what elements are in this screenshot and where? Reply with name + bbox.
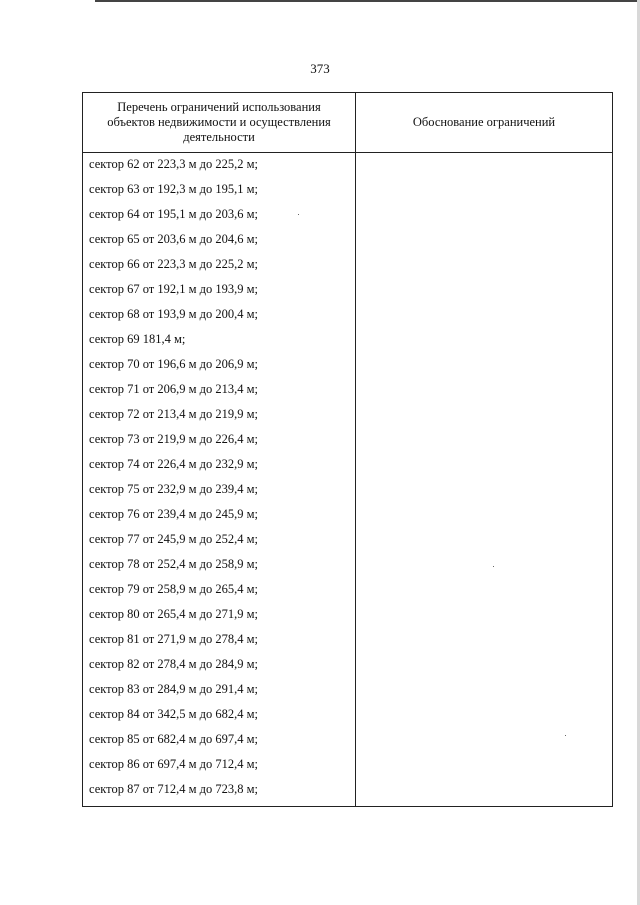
scan-speck bbox=[493, 566, 494, 567]
header-justification: Обоснование ограничений bbox=[412, 115, 556, 129]
table-row: сектор 65 от 203,6 м до 204,6 м; bbox=[89, 232, 259, 246]
table-row: сектор 70 от 196,6 м до 206,9 м; bbox=[89, 357, 259, 371]
table-row: сектор 85 от 682,4 м до 697,4 м; bbox=[89, 732, 259, 746]
table-row: сектор 84 от 342,5 м до 682,4 м; bbox=[89, 707, 259, 721]
restrictions-table bbox=[82, 92, 613, 807]
table-row: сектор 79 от 258,9 м до 265,4 м; bbox=[89, 582, 259, 596]
scan-speck bbox=[298, 214, 299, 215]
table-row: сектор 69 181,4 м; bbox=[89, 332, 186, 346]
table-row: сектор 67 от 192,1 м до 193,9 м; bbox=[89, 282, 259, 296]
header-line: деятельности bbox=[183, 130, 255, 144]
table-row: сектор 76 от 239,4 м до 245,9 м; bbox=[89, 507, 259, 521]
table-row: сектор 66 от 223,3 м до 225,2 м; bbox=[89, 257, 259, 271]
table-row: сектор 64 от 195,1 м до 203,6 м; bbox=[89, 207, 259, 221]
scan-speck bbox=[565, 735, 566, 736]
table-row: сектор 86 от 697,4 м до 712,4 м; bbox=[89, 757, 259, 771]
scan-edge-top bbox=[95, 0, 640, 2]
header-divider bbox=[83, 152, 612, 153]
sector-list bbox=[89, 157, 353, 807]
table-row: сектор 75 от 232,9 м до 239,4 м; bbox=[89, 482, 259, 496]
table-row: сектор 80 от 265,4 м до 271,9 м; bbox=[89, 607, 259, 621]
table-row: сектор 78 от 252,4 м до 258,9 м; bbox=[89, 557, 259, 571]
table-row: сектор 63 от 192,3 м до 195,1 м; bbox=[89, 182, 259, 196]
page-number: 373 bbox=[310, 61, 330, 76]
table-row: сектор 87 от 712,4 м до 723,8 м; bbox=[89, 782, 259, 796]
table-row: сектор 74 от 226,4 м до 232,9 м; bbox=[89, 457, 259, 471]
header-restrictions-list bbox=[83, 100, 355, 145]
table-row: сектор 62 от 223,3 м до 225,2 м; bbox=[89, 157, 259, 171]
header-line: объектов недвижимости и осуществления bbox=[107, 115, 331, 129]
table-row: сектор 77 от 245,9 м до 252,4 м; bbox=[89, 532, 259, 546]
table-row: сектор 68 от 193,9 м до 200,4 м; bbox=[89, 307, 259, 321]
table-row: сектор 71 от 206,9 м до 213,4 м; bbox=[89, 382, 259, 396]
table-row: сектор 82 от 278,4 м до 284,9 м; bbox=[89, 657, 259, 671]
column-divider bbox=[355, 93, 356, 806]
header-line: Перечень ограничений использования bbox=[117, 100, 321, 114]
table-row: сектор 73 от 219,9 м до 226,4 м; bbox=[89, 432, 259, 446]
table-row: сектор 72 от 213,4 м до 219,9 м; bbox=[89, 407, 259, 421]
table-row: сектор 81 от 271,9 м до 278,4 м; bbox=[89, 632, 259, 646]
table-row: сектор 83 от 284,9 м до 291,4 м; bbox=[89, 682, 259, 696]
